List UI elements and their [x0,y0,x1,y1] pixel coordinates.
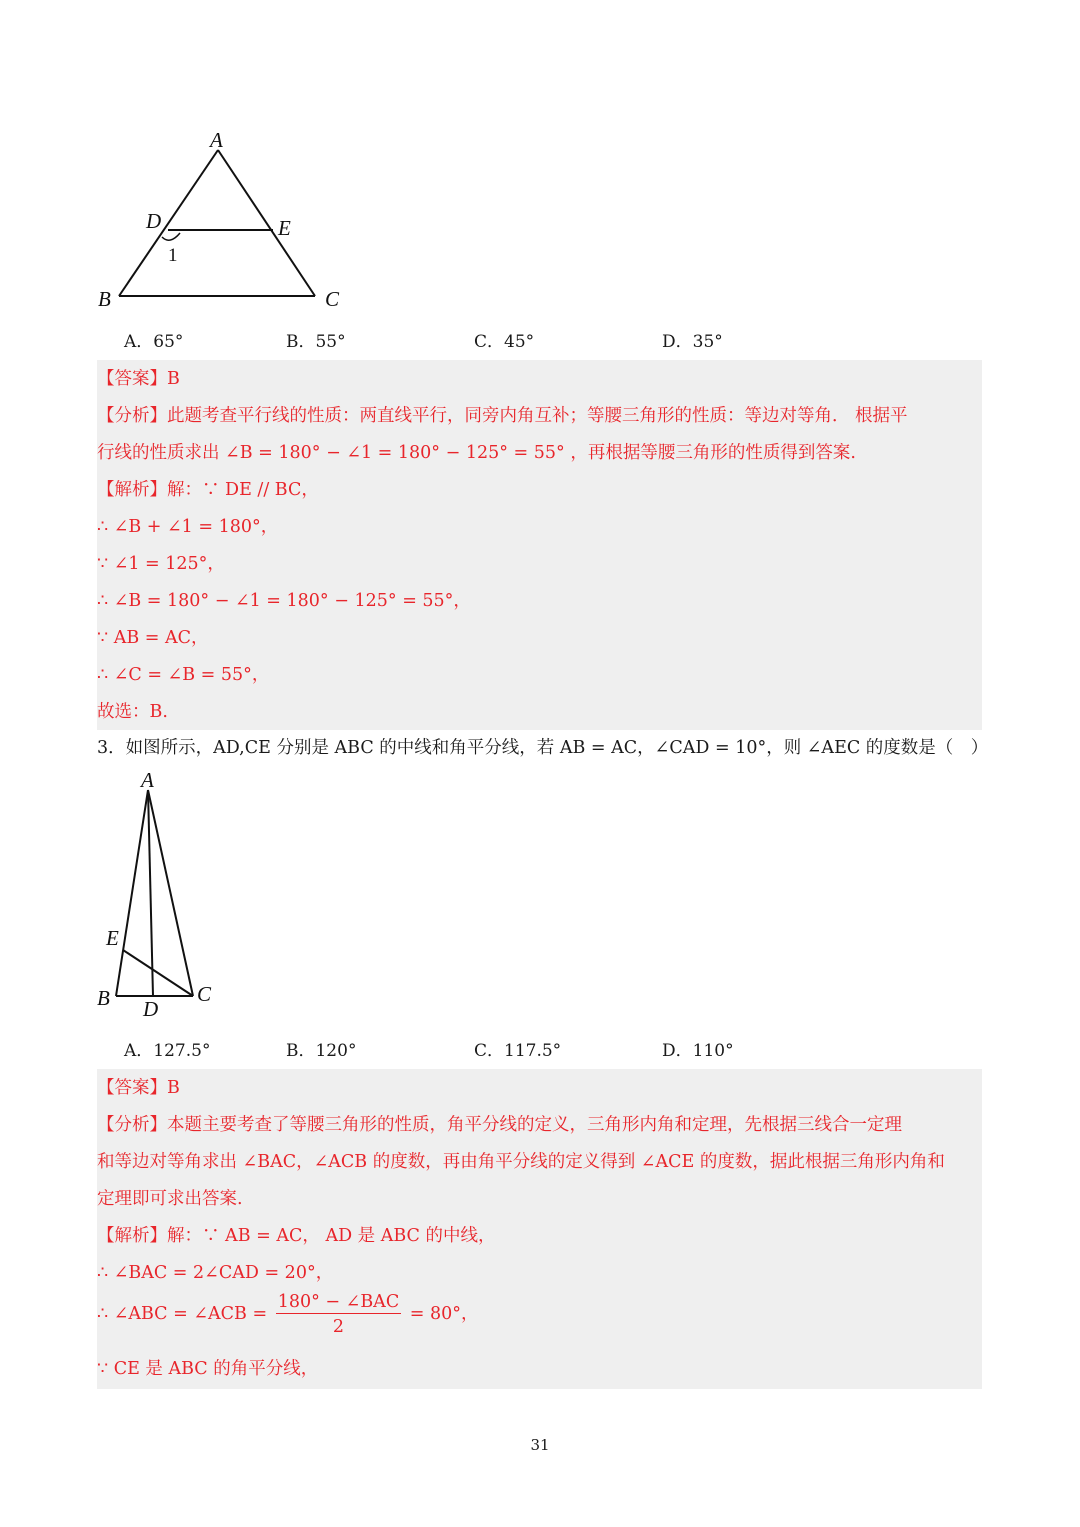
q2-solution-line: 【解析】解：∵ DE // BC， [97,480,319,500]
q3-solution-line-2: ∴ ∠BAC = 2∠CAD = 20°， [97,1263,334,1283]
q3-fraction [276,1292,402,1337]
q3-fraction-denominator: 2 [332,1317,345,1337]
q2-option-d: D．35° [662,332,723,352]
segment-ac [148,790,193,996]
q3-option-d: D．110° [662,1041,734,1061]
q3-answer-box [97,1069,982,1389]
q3-fraction-suffix: = 80°， [409,1304,479,1324]
q3-analysis-line-1: 【分析】本题主要考查了等腰三角形的性质，角平分线的定义，三角形内角和定理，先根据三线合一定理 [97,1115,902,1135]
triangle-figure-2 [90,765,230,1025]
label-b: B [98,287,111,311]
q2-option-a: A．65° [124,332,184,352]
segment-ce [123,950,193,996]
q2-final-choice: 故选：B. [97,702,168,722]
q3-question: 3．如图所示，AD,CE 分别是 ABC 的中线和角平分线，若 AB = AC，∠CAD = 10°，则 ∠AEC 的度数是（ ） [97,738,989,758]
q2-answer-box [97,360,982,730]
q2-answer: 【答案】B [97,369,180,389]
label-a: A [210,128,223,152]
q3-answer: 【答案】B [97,1078,180,1098]
q2-solution-line: ∴ ∠B = 180° − ∠1 = 180° − 125° = 55°， [97,591,471,611]
q3-option-c: C．117.5° [474,1041,562,1061]
q2-option-c: C．45° [474,332,535,352]
q2-solution-line: ∴ ∠C = ∠B = 55°， [97,665,270,685]
label-b: B [97,986,110,1010]
label-e: E [106,926,119,950]
segment-ab [119,150,218,296]
q3-analysis-line-2: 和等边对等角求出 ∠BAC，∠ACB 的度数，再由角平分线的定义得到 ∠ACE 的度数，据此根据三角形内角和 [97,1152,945,1172]
segment-ac [218,150,315,296]
label-c: C [197,982,212,1006]
q2-solution-line: ∵ ∠1 = 125°， [97,554,225,574]
q3-fraction-numerator: 180° − ∠BAC [277,1292,400,1312]
label-d: D [146,209,162,233]
label-d: D [143,997,159,1021]
q3-option-b: B．120° [286,1041,357,1061]
q2-option-b: B．55° [286,332,346,352]
q2-solution-line: ∴ ∠B + ∠1 = 180°， [97,517,279,537]
label-a: A [141,768,154,792]
label-e: E [278,216,291,240]
q3-solution-line-3 [97,1292,479,1337]
q2-analysis-line-2: 行线的性质求出 ∠B = 180° − ∠1 = 180° − 125° = 55° ，再根据等腰三角形的性质得到答案. [97,443,856,463]
q3-option-a: A．127.5° [124,1041,211,1061]
segment-ab [116,790,148,996]
label-c: C [325,287,340,311]
segment-ad [148,790,153,996]
q2-analysis-line-1: 【分析】此题考查平行线的性质：两直线平行，同旁内角互补；等腰三角形的性质：等边对等角． 根据平 [97,406,908,426]
page-number: 31 [530,1436,550,1454]
q3-fraction-prefix: ∴ ∠ABC = ∠ACB = [97,1304,268,1324]
angle-1-arc [162,233,180,240]
q3-solution-line-1: 【解析】解：∵ AB = AC， AD 是 ABC 的中线， [97,1226,496,1246]
q2-solution-line: ∵ AB = AC， [97,628,209,648]
q3-solution-line-4: ∵ CE 是 ABC 的角平分线， [97,1359,319,1379]
triangle-figure-1 [90,125,360,315]
label-angle-1: 1 [168,245,178,266]
q3-analysis-line-3: 定理即可求出答案. [97,1189,243,1209]
